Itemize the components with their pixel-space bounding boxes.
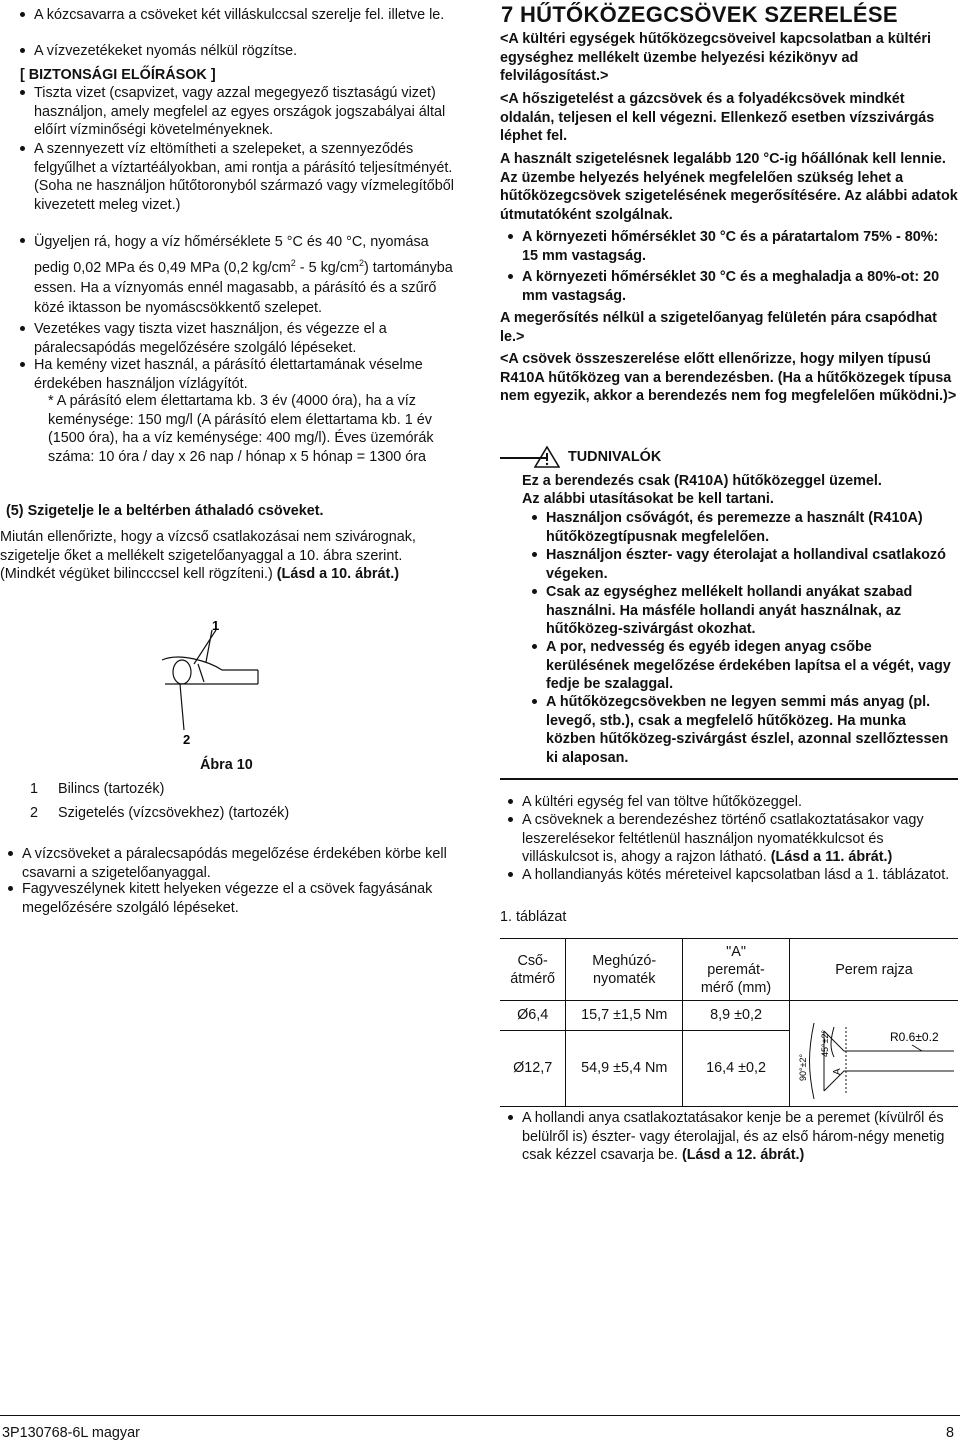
warning-triangle-icon [534,446,560,468]
flare-angle-45-label: 45°±2° [820,1029,830,1057]
warning-flare-nuts: Csak az egységhez mellékelt hollandi anyákat szabad használni. Ha másféle hollandi anyát használnak, az hűtőközeg-szivárgást okozhat. [546,583,956,639]
cell-a-dimension: 16,4 ±0,2 [683,1030,790,1106]
legend-1-number: 1 [30,781,39,797]
refrigerant-type-note: <A csövek összeszerelése előtt ellenőrizze, hogy milyen típusú R410A hűtőközeg van a berendezésben. (Ha a hűtőközegek típusa nem egyezik, akkor a berendezés nem fog megfelelően működni.)> [500,351,957,404]
section-7-title: 7 HŰTŐKÖZEGCSÖVEK SZERELÉSE [501,2,898,27]
table-caption: 1. táblázat [500,909,567,925]
section-5-title: (5) Szigetelje le a beltérben áthaladó csöveket. [6,503,324,519]
bullet-flare-nut-oil: A hollandi anya csatlakoztatásakor kenje be a peremet (kívülről és belülről is) észter- vagy éterolajjal, és az első három-négy menetig csak kézzel csavarja be. (Lásd a 12. ábrát.) [522,1109,958,1165]
insulation-seam [198,664,204,682]
clamp-ring [173,660,191,684]
pipe-top-edge [162,657,258,670]
warning-rule-bottom [500,778,958,780]
flare-angle-90-label: 90°±2° [798,1053,808,1081]
safety-temperature: Ügyeljen rá, hogy a víz hőmérséklete 5 °C és 40 °C, nyomása pedig 0,02 MPa és 0,49 MPa (0,2 $kg/cm^2 - 5$ $kg/cm^2$) tartományba essen. Ha a víznyomás ennél magasabb, a párásító és a szűrő közé iktasson be nyomáscsökkentő szelepet. [34,232,454,319]
warning-instructions: Az alábbi utasításokat be kell tartani. [522,491,774,507]
flare-radius-label: R0.6±0.2 [890,1030,939,1044]
legend-1-text: Bilincs (tartozék) [58,781,165,797]
figure-10-label: Ábra 10 [200,757,253,773]
lifetime-note: * A párásító elem élettartama kb. 3 év (4000 óra), ha a víz keménysége: 150 mg/l (A párásító elem élettartama kb. 1 év (1500 óra), ha a víz keménysége: 400 mg/l). Éves üzemórák száma: 10 óra / day x 26 nap / hónap x 5 hónap = 1300 óra [48,393,434,465]
bullet-thickness-20: A környezeti hőmérséklet 30 °C és a meghaladja a 80%-ot: 20 mm vastagság. [522,268,958,305]
col-header-diameter: Cső- átmérő [500,939,566,1001]
footer-doc-id: 3P130768-6L magyar [2,1425,140,1441]
cell-torque: 15,7 ±1,5 Nm [566,1001,683,1031]
bullet-charged: A kültéri egység fel van töltve hűtőközeggel. [522,793,958,812]
col-header-drawing: Perem rajza [790,939,959,1001]
warning-refrigerant-only: A hűtőközegcsövekben ne legyen semmi más anyag (pl. levegő, stb.), csak a megfelelő hűtőközeg. Ha munka közben hűtőközeg-szivárgást észlel, azonnal szellőztessen ki alaposan. [546,693,956,767]
bullet-frost: Fagyveszélynek kitett helyeken végezze el a csövek fagyásának megelőzésére szolgáló lépéseket. [22,880,452,917]
footer-rule [0,1415,960,1416]
bullet-coupling: A kózcsavarra a csöveket két villáskulccsal szerelje fel. illetve le. [34,6,464,25]
bullet-no-pressure: A vízvezetékeket nyomás nélkül rögzítse. [34,42,464,61]
flare-drawing [794,1001,954,1101]
flare-a-label: A [832,1068,843,1075]
insulation-note: <A hőszigetelést a gázcsövek és a folyadékcsövek mindkét oldalán, teljesen el kell végezni. Ellenkező esetben vízszivárgás léphet fel. [500,91,935,144]
warning-ester-oil: Használjon észter- vagy éterolajat a hollandival csatlakozó végeken. [546,546,956,583]
table-header-row [500,939,958,1001]
table-row [500,1001,958,1031]
col-header-a-dimension: "A" peremát- mérő (mm) [683,939,790,1001]
legend-2-text: Szigetelés (vízcsövekhez) (tartozék) [58,805,290,821]
bullet-wrap-pipes: A vízcsöveket a páralecsapódás megelőzése érdekében körbe kell csavarni a szigetelőanyaggal. [22,845,452,882]
figure-callout-2: 2 [183,732,191,747]
legend-2-number: 2 [30,805,39,821]
flare-table [500,938,958,1107]
figure-callout-1: 1 [212,618,220,633]
heat-resistance-note: A használt szigetelésnek legalább 120 °C-ig hőállónak kell lennie. Az üzembe helyezés helyének megfelelően szükség lehet a hűtőközegcsövek szigetelésének megerősítésére. Az alábbi adatok útmutatóként szolgálnak. [500,151,958,223]
outdoor-unit-note: <A kültéri egységek hűtőközegcsöveivel kapcsolatban a kültéri egységhez mellékelt üzembe helyezési kézikönyv ad felvilágosítást.> [500,31,931,84]
cell-flare-drawing [790,1001,959,1107]
cell-diameter: Ø12,7 [500,1030,566,1106]
bullet-flare-dimensions: A hollandianyás kötés méreteivel kapcsolatban lásd a 1. táblázatot. [522,866,958,885]
cell-torque: 54,9 ±5,4 Nm [566,1030,683,1106]
bullet-torque-wrench: A csöveknek a berendezéshez történő csatlakoztatásakor vagy leszerelésekor feltétlenül használjon nyomatékkulcsot és villáskulcsot is, ahogy a rajzon látható. (Lásd a 11. ábrát.) [522,811,960,867]
safety-clean-water: Tiszta vizet (csapvizet, vagy azzal megegyező tisztaságú vizet) használjon, amely megfelel az egyes országok jogszabályai által előírt vízminőségi követelményeknek. [34,84,459,140]
warning-r410a: Ez a berendezés csak (R410A) hűtőközeggel üzemel. [522,473,882,489]
footer-page-number: 8 [946,1425,955,1441]
safety-hard-water: Ha kemény vizet használ, a párásító élettartamának véselme érdekében használjon vízlágyítót. [34,356,459,393]
safety-title: [ BIZTONSÁGI ELŐÍRÁSOK ] [20,67,216,83]
bullet-thickness-15: A környezeti hőmérséklet 30 °C és a páratartalom 75% - 80%: 15 mm vastagság. [522,228,958,265]
col-header-torque: Meghúzó- nyomaték [566,939,683,1001]
cell-a-dimension: 8,9 ±0,2 [683,1001,790,1031]
warning-dust: A por, nedvesség és egyéb idegen anyag csőbe kerülésének megelőzése érdekében lapítsa el a végét, vagy fedje be szalaggal. [546,638,956,694]
insulation-paragraph: Miután ellenőrizte, hogy a vízcső csatlakozásai nem szivárognak, szigetelje őket a mellékelt szigetelőanyaggal a 10. ábra szerint. (Mindkét végüket bilincccsel kell rögzíteni.) (Lásd a 10. ábrát.) [0,529,416,582]
warning-pipe-cutter: Használjon csővágót, és peremezze a használt (R410A) hűtőközegtípusnak megfelelően. [546,509,956,546]
condensation-note: A megerősítés nélkül a szigetelőanyag felületén pára csapódhat le.> [500,310,937,345]
safety-tap-water: Vezetékes vagy tiszta vizet használjon, és végezze el a páralecsapódás megelőzésére szolgáló lépéseket. [34,320,459,357]
warning-title: TUDNIVALÓK [568,449,662,465]
safety-dirty-water: A szennyezett víz eltömítheti a szelepeket, a szennyeződés felgyűlhet a víztartéályokban, ami rontja a párásító teljesítményét. (Soha ne használjon hűtőtoronyból származó vagy vízmelegítőből kivezetett meleg vizet.) [34,140,459,214]
cell-diameter: Ø6,4 [500,1001,566,1031]
